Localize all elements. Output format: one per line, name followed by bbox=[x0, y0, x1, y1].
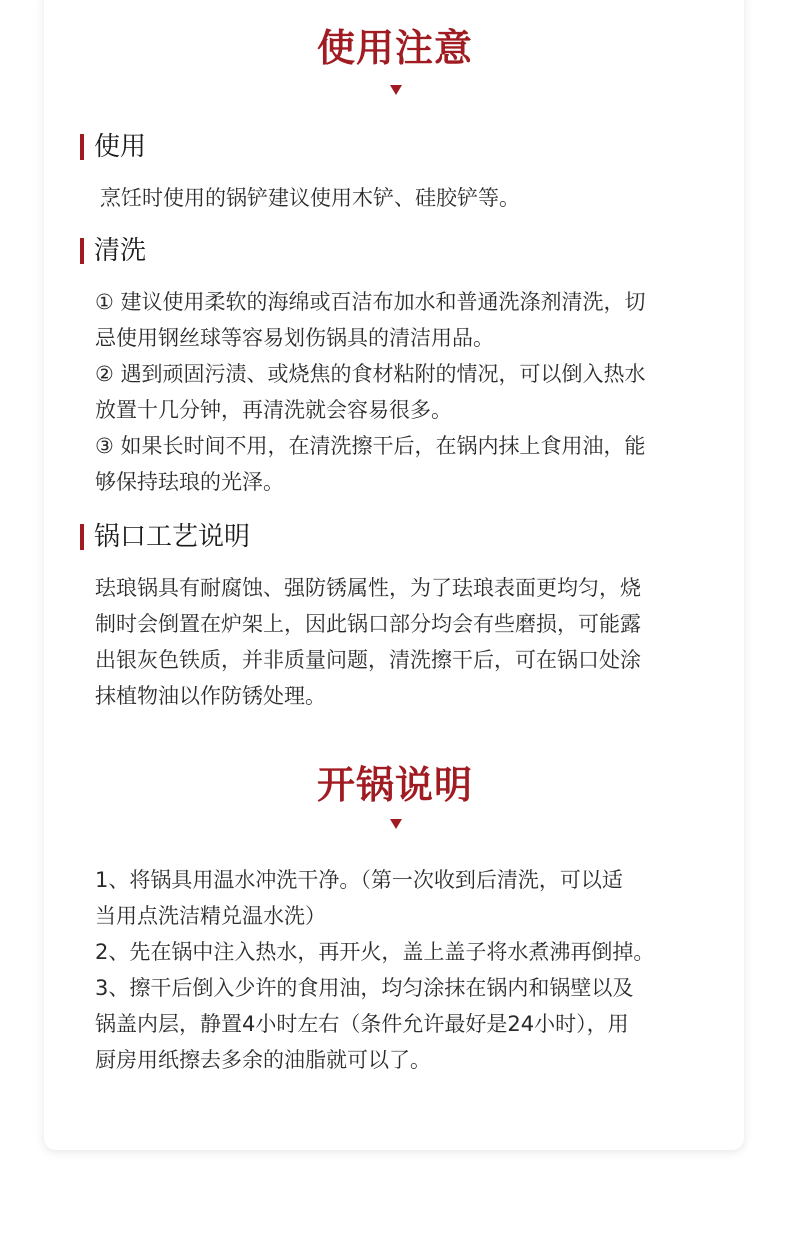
rim-craft-line: 制时会倒置在炉架上，因此锅口部分均会有些磨损，可能露 bbox=[95, 612, 641, 636]
heading-bar bbox=[80, 524, 84, 550]
seasoning-line: 厨房用纸擦去多余的油脂就可以了。 bbox=[95, 1048, 431, 1072]
use-text bbox=[100, 180, 740, 216]
use-heading bbox=[80, 132, 146, 162]
rim-craft-heading-label: 锅口工艺说明 bbox=[94, 522, 251, 552]
seasoning-text bbox=[95, 862, 735, 1078]
cleaning-line: 放置十几分钟，再清洗就会容易很多。 bbox=[95, 398, 452, 422]
cleaning-line: 够保持珐琅的光泽。 bbox=[95, 470, 284, 494]
rim-craft-heading bbox=[80, 522, 250, 552]
use-heading-label: 使用 bbox=[94, 132, 147, 162]
heading-bar bbox=[80, 238, 84, 264]
cleaning-line: ② 遇到顽固污渍、或烧焦的食材粘附的情况，可以倒入热水 bbox=[95, 362, 646, 386]
triangle-down-icon bbox=[390, 819, 402, 829]
triangle-down-icon bbox=[390, 85, 402, 95]
heading-bar bbox=[80, 134, 84, 160]
seasoning-line: 当用点洗洁精兑温水洗） bbox=[95, 904, 326, 928]
cleaning-line: ① 建议使用柔软的海绵或百洁布加水和普通洗涤剂清洗，切 bbox=[95, 290, 646, 314]
use-line: 烹饪时使用的锅铲建议使用木铲、硅胶铲等。 bbox=[100, 186, 520, 210]
cleaning-heading-label: 清洗 bbox=[94, 236, 147, 266]
rim-craft-line: 珐琅锅具有耐腐蚀、强防锈属性，为了珐琅表面更均匀，烧 bbox=[95, 576, 641, 600]
cleaning-text bbox=[95, 284, 735, 500]
cleaning-heading bbox=[80, 236, 146, 266]
seasoning-line: 3、擦干后倒入少许的食用油，均匀涂抹在锅内和锅壁以及 bbox=[95, 976, 634, 1000]
rim-craft-line: 出银灰色铁质，并非质量问题，清洗擦干后，可在锅口处涂 bbox=[95, 648, 641, 672]
rim-craft-line: 抹植物油以作防锈处理。 bbox=[95, 684, 326, 708]
seasoning-title: 开锅说明 bbox=[316, 763, 473, 807]
usage-notes-title: 使用注意 bbox=[316, 26, 473, 70]
seasoning-line: 1、将锅具用温水冲洗干净。（第一次收到后清洗，可以适 bbox=[95, 868, 623, 892]
cleaning-line: ③ 如果长时间不用，在清洗擦干后，在锅内抹上食用油，能 bbox=[95, 434, 646, 458]
seasoning-line: 锅盖内层，静置4小时左右（条件允许最好是24小时），用 bbox=[95, 1012, 629, 1036]
rim-craft-text bbox=[95, 570, 735, 714]
cleaning-line: 忌使用钢丝球等容易划伤锅具的清洁用品。 bbox=[95, 326, 494, 350]
seasoning-line: 2、先在锅中注入热水，再开火，盖上盖子将水煮沸再倒掉。 bbox=[95, 940, 655, 964]
